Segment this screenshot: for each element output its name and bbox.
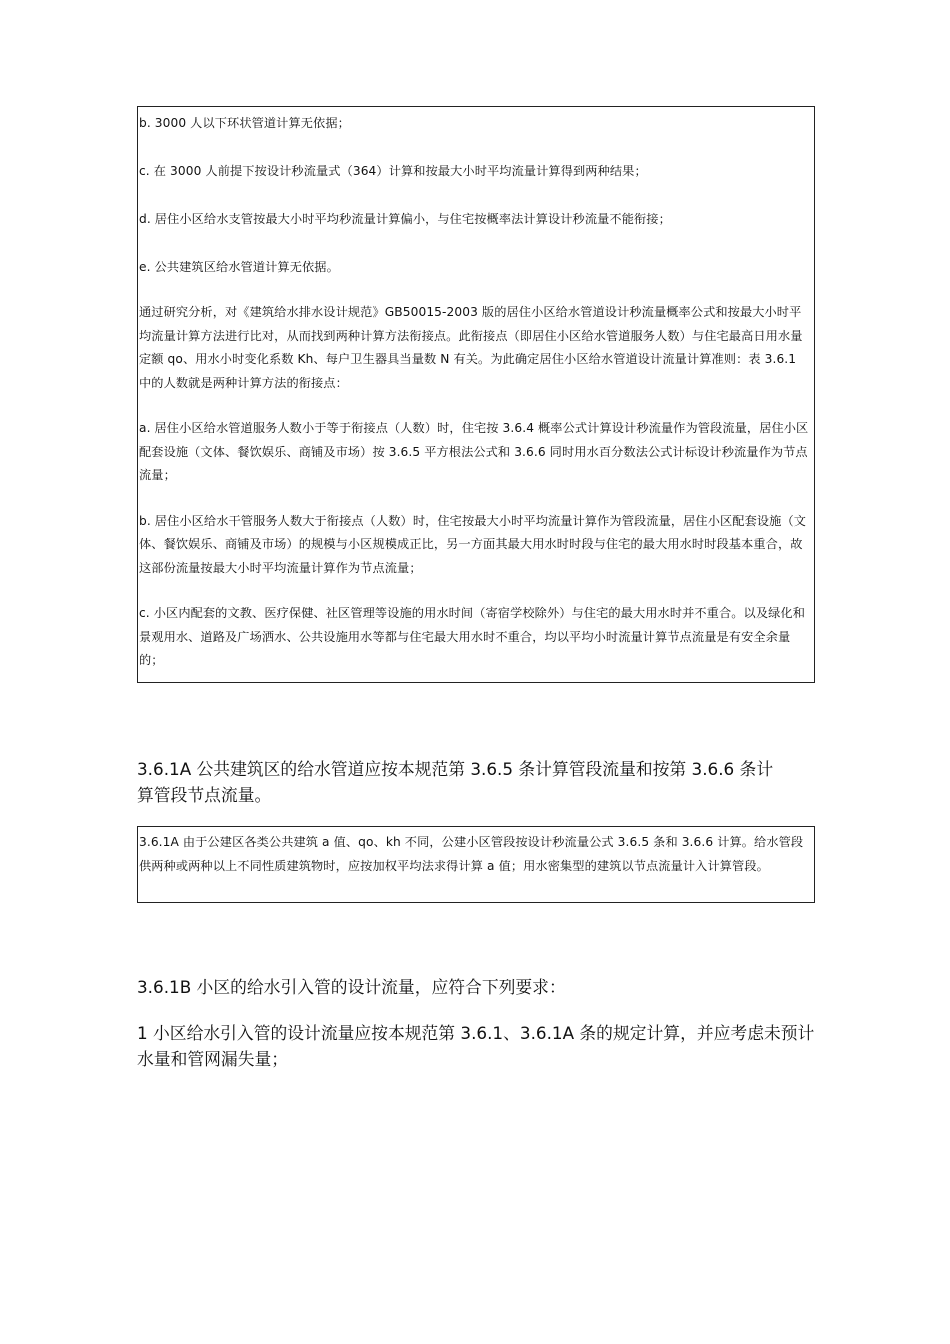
analysis-paragraph: 通过研究分析，对《建筑给水排水设计规范》GB50015-2003 版的居住小区给水管道设计秒流量概率公式和按最大小时平均流量计算方法进行比对，从而找到两种计算方法衔接点。此衔接点（即居住小区给水管道服务人数）与住宅最高日用水量定额 qo、用水小时变化系数 Kh、每户卫生器具当量数 N 有关。为此确定居住小区给水管道设计流量计算准则：表 3.6.1 中的人数就是两种计算方法的衔接点： xyxy=(139,305,803,390)
item-e: e. 公共建筑区给水管道计算无依据。 xyxy=(139,260,339,274)
rule-c: c. 小区内配套的文教、医疗保健、社区管理等设施的用水时间（寄宿学校除外）与住宅的最大用水时并不重合。以及绿化和景观用水、道路及广场洒水、公共设施用水等都与住宅最大用水时不重合，均以平均小时流量计算节点流量是有安全余量的； xyxy=(139,606,805,667)
clause-3-6-1a: 3.6.1A 公共建筑区的给水管道应按本规范第 3.6.5 条计算管段流量和按第 3.6.6 条计算管段节点流量。 xyxy=(137,759,774,805)
rule-b: b. 居住小区给水干管服务人数大于衔接点（人数）时，住宅按最大小时平均流量计算作为管段流量，居住小区配套设施（文体、餐饮娱乐、商铺及市场）的规模与小区规模成正比，另一方面其最大用水时时段与住宅的最大用水时时段基本重合，故这部份流量按最大小时平均流量计算作为节点流量； xyxy=(139,513,807,575)
commentary-3-6-1a: 3.6.1A 由于公建区各类公共建筑 a 值、qo、kh 不同，公建小区管段按设计秒流量公式 3.6.5 条和 3.6.6 计算。给水管段供两种或两种以上不同性质建筑物时，应按加权平均法求得计算 a 值；用水密集型的建筑以节点流量计入计算管段。 xyxy=(139,835,804,873)
item-c: c. 在 3000 人前提下按设计秒流量式（364）计算和按最大小时平均流量计算得到两种结果； xyxy=(139,164,647,178)
rule-a: a. 居住小区给水管道服务人数小于等于衔接点（人数）时，住宅按 3.6.4 概率公式计算设计秒流量作为管段流量，居住小区配套设施（文体、餐饮娱乐、商铺及市场）按 3.6.5 平方根法公式和 3.6.6 同时用水百分数法公式计标设计秒流量作为节点流量； xyxy=(139,421,809,482)
clause-3-6-1b-item-1: 1 小区给水引入管的设计流量应按本规范第 3.6.1、3.6.1A 条的规定计算，并应考虑未预计水量和管网漏失量； xyxy=(137,1023,815,1069)
clause-3-6-1b: 3.6.1B 小区的给水引入管的设计流量，应符合下列要求： xyxy=(137,977,566,997)
item-b: b. 3000 人以下环状管道计算无依据； xyxy=(139,116,350,130)
item-d: d. 居住小区给水支管按最大小时平均秒流量计算偏小，与住宅按概率法计算设计秒流量不能衔接； xyxy=(139,212,671,226)
commentary-box-2 xyxy=(137,826,815,903)
commentary-box-1 xyxy=(137,106,815,683)
